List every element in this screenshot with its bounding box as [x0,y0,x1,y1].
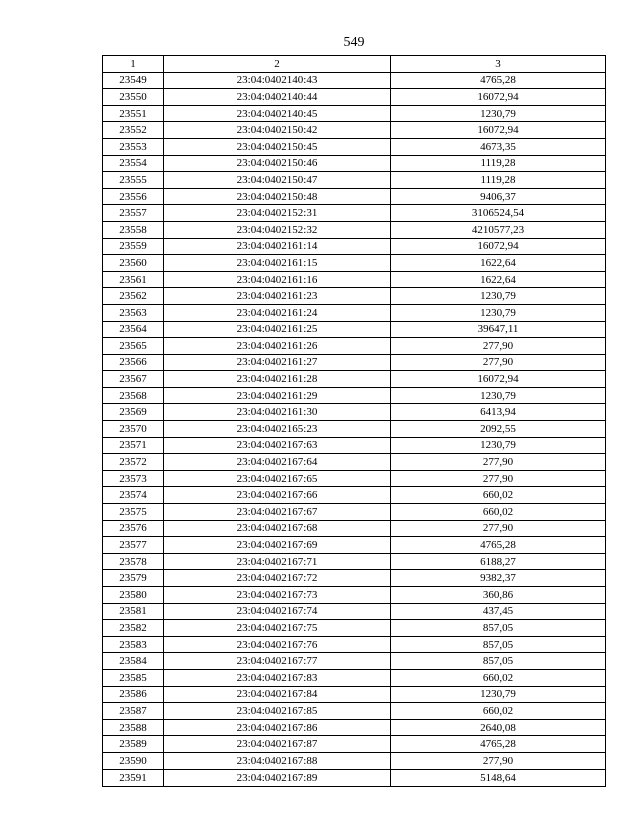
table-row [103,587,606,604]
value-cell: 6413,94 [391,404,606,421]
table-row [103,304,606,321]
row-number-cell: 23566 [103,354,164,371]
row-number-cell: 23558 [103,221,164,238]
value-cell: 1622,64 [391,255,606,272]
data-table [102,55,606,787]
row-number-cell: 23559 [103,238,164,255]
table-row [103,387,606,404]
table-row [103,703,606,720]
row-number-cell: 23586 [103,686,164,703]
value-cell: 660,02 [391,669,606,686]
table-row [103,221,606,238]
cadastral-number-cell: 23:04:0402161:23 [164,288,391,305]
table-row [103,404,606,421]
table-row [103,172,606,189]
value-cell: 1230,79 [391,437,606,454]
cadastral-number-cell: 23:04:0402167:77 [164,653,391,670]
cadastral-number-cell: 23:04:0402161:25 [164,321,391,338]
table-row [103,504,606,521]
cadastral-number-cell: 23:04:0402161:16 [164,271,391,288]
value-cell: 1230,79 [391,288,606,305]
cadastral-number-cell: 23:04:0402161:15 [164,255,391,272]
cadastral-number-cell: 23:04:0402150:42 [164,122,391,139]
cadastral-number-cell: 23:04:0402150:48 [164,188,391,205]
table-row [103,188,606,205]
value-cell: 660,02 [391,504,606,521]
row-number-cell: 23582 [103,620,164,637]
value-cell: 857,05 [391,620,606,637]
table-header-row [103,56,606,73]
table-row [103,653,606,670]
cadastral-number-cell: 23:04:0402161:29 [164,387,391,404]
row-number-cell: 23584 [103,653,164,670]
row-number-cell: 23555 [103,172,164,189]
row-number-cell: 23553 [103,138,164,155]
table-body [103,72,606,786]
value-cell: 277,90 [391,454,606,471]
row-number-cell: 23572 [103,454,164,471]
table-row [103,620,606,637]
row-number-cell: 23576 [103,520,164,537]
table-row [103,537,606,554]
table-row [103,354,606,371]
value-cell: 6188,27 [391,553,606,570]
row-number-cell: 23551 [103,105,164,122]
table-row [103,719,606,736]
cadastral-number-cell: 23:04:0402161:30 [164,404,391,421]
table-row [103,752,606,769]
value-cell: 16072,94 [391,89,606,106]
row-number-cell: 23589 [103,736,164,753]
row-number-cell: 23579 [103,570,164,587]
table-row [103,570,606,587]
value-cell: 360,86 [391,587,606,604]
table-header [103,56,606,73]
row-number-cell: 23590 [103,752,164,769]
value-cell: 4210577,23 [391,221,606,238]
value-cell: 16072,94 [391,238,606,255]
cadastral-number-cell: 23:04:0402167:75 [164,620,391,637]
row-number-cell: 23577 [103,537,164,554]
value-cell: 1230,79 [391,304,606,321]
cadastral-number-cell: 23:04:0402165:23 [164,421,391,438]
cadastral-number-cell: 23:04:0402167:64 [164,454,391,471]
table-row [103,736,606,753]
row-number-cell: 23578 [103,553,164,570]
table-row [103,255,606,272]
row-number-cell: 23571 [103,437,164,454]
row-number-cell: 23550 [103,89,164,106]
value-cell: 277,90 [391,354,606,371]
column-header-3: 3 [391,56,606,73]
column-header-2: 2 [164,56,391,73]
cadastral-number-cell: 23:04:0402140:43 [164,72,391,89]
cadastral-number-cell: 23:04:0402167:85 [164,703,391,720]
value-cell: 1230,79 [391,686,606,703]
cadastral-number-cell: 23:04:0402140:45 [164,105,391,122]
table-row [103,288,606,305]
cadastral-number-cell: 23:04:0402140:44 [164,89,391,106]
table-row [103,421,606,438]
value-cell: 16072,94 [391,371,606,388]
cadastral-number-cell: 23:04:0402161:14 [164,238,391,255]
cadastral-number-cell: 23:04:0402167:72 [164,570,391,587]
table-row [103,155,606,172]
cadastral-number-cell: 23:04:0402167:69 [164,537,391,554]
row-number-cell: 23583 [103,636,164,653]
value-cell: 1119,28 [391,172,606,189]
table-row [103,686,606,703]
row-number-cell: 23564 [103,321,164,338]
cadastral-number-cell: 23:04:0402152:31 [164,205,391,222]
table-row [103,636,606,653]
value-cell: 1622,64 [391,271,606,288]
value-cell: 5148,64 [391,769,606,786]
cadastral-number-cell: 23:04:0402161:27 [164,354,391,371]
row-number-cell: 23563 [103,304,164,321]
value-cell: 437,45 [391,603,606,620]
row-number-cell: 23588 [103,719,164,736]
row-number-cell: 23587 [103,703,164,720]
row-number-cell: 23568 [103,387,164,404]
table-row [103,105,606,122]
row-number-cell: 23575 [103,504,164,521]
table-row [103,603,606,620]
cadastral-number-cell: 23:04:0402167:76 [164,636,391,653]
cadastral-number-cell: 23:04:0402167:68 [164,520,391,537]
row-number-cell: 23552 [103,122,164,139]
value-cell: 4765,28 [391,72,606,89]
page-number: 549 [343,35,365,50]
value-cell: 857,05 [391,636,606,653]
cadastral-number-cell: 23:04:0402150:46 [164,155,391,172]
value-cell: 277,90 [391,470,606,487]
column-header-1: 1 [103,56,164,73]
value-cell: 277,90 [391,338,606,355]
cadastral-number-cell: 23:04:0402167:84 [164,686,391,703]
value-cell: 16072,94 [391,122,606,139]
value-cell: 660,02 [391,703,606,720]
cadastral-number-cell: 23:04:0402167:65 [164,470,391,487]
value-cell: 2640,08 [391,719,606,736]
row-number-cell: 23556 [103,188,164,205]
cadastral-number-cell: 23:04:0402167:63 [164,437,391,454]
row-number-cell: 23585 [103,669,164,686]
value-cell: 3106524,54 [391,205,606,222]
cadastral-number-cell: 23:04:0402167:66 [164,487,391,504]
table-row [103,271,606,288]
cadastral-number-cell: 23:04:0402161:26 [164,338,391,355]
row-number-cell: 23581 [103,603,164,620]
value-cell: 9382,37 [391,570,606,587]
cadastral-number-cell: 23:04:0402161:24 [164,304,391,321]
value-cell: 660,02 [391,487,606,504]
cadastral-number-cell: 23:04:0402167:89 [164,769,391,786]
row-number-cell: 23562 [103,288,164,305]
value-cell: 1119,28 [391,155,606,172]
row-number-cell: 23561 [103,271,164,288]
table-row [103,553,606,570]
cadastral-number-cell: 23:04:0402167:71 [164,553,391,570]
row-number-cell: 23565 [103,338,164,355]
table-row [103,669,606,686]
value-cell: 277,90 [391,520,606,537]
row-number-cell: 23574 [103,487,164,504]
row-number-cell: 23591 [103,769,164,786]
table-row [103,321,606,338]
value-cell: 4765,28 [391,537,606,554]
row-number-cell: 23573 [103,470,164,487]
cadastral-number-cell: 23:04:0402167:87 [164,736,391,753]
cadastral-number-cell: 23:04:0402167:67 [164,504,391,521]
table-row [103,89,606,106]
table-row [103,454,606,471]
table-row [103,122,606,139]
row-number-cell: 23570 [103,421,164,438]
cadastral-number-cell: 23:04:0402150:45 [164,138,391,155]
table-row [103,437,606,454]
table-row [103,338,606,355]
row-number-cell: 23567 [103,371,164,388]
row-number-cell: 23560 [103,255,164,272]
table-row [103,487,606,504]
cadastral-number-cell: 23:04:0402167:74 [164,603,391,620]
table-row [103,238,606,255]
row-number-cell: 23554 [103,155,164,172]
cadastral-number-cell: 23:04:0402167:88 [164,752,391,769]
row-number-cell: 23557 [103,205,164,222]
value-cell: 277,90 [391,752,606,769]
table-row [103,769,606,786]
value-cell: 1230,79 [391,387,606,404]
cadastral-number-cell: 23:04:0402150:47 [164,172,391,189]
table-row [103,205,606,222]
cadastral-number-cell: 23:04:0402152:32 [164,221,391,238]
table-row [103,72,606,89]
row-number-cell: 23549 [103,72,164,89]
row-number-cell: 23580 [103,587,164,604]
table-row [103,470,606,487]
value-cell: 4765,28 [391,736,606,753]
cadastral-number-cell: 23:04:0402167:83 [164,669,391,686]
value-cell: 9406,37 [391,188,606,205]
value-cell: 4673,35 [391,138,606,155]
table-row [103,371,606,388]
table-row [103,520,606,537]
cadastral-number-cell: 23:04:0402161:28 [164,371,391,388]
table-row [103,138,606,155]
value-cell: 1230,79 [391,105,606,122]
cadastral-number-cell: 23:04:0402167:73 [164,587,391,604]
cadastral-number-cell: 23:04:0402167:86 [164,719,391,736]
value-cell: 39647,11 [391,321,606,338]
value-cell: 857,05 [391,653,606,670]
value-cell: 2092,55 [391,421,606,438]
row-number-cell: 23569 [103,404,164,421]
